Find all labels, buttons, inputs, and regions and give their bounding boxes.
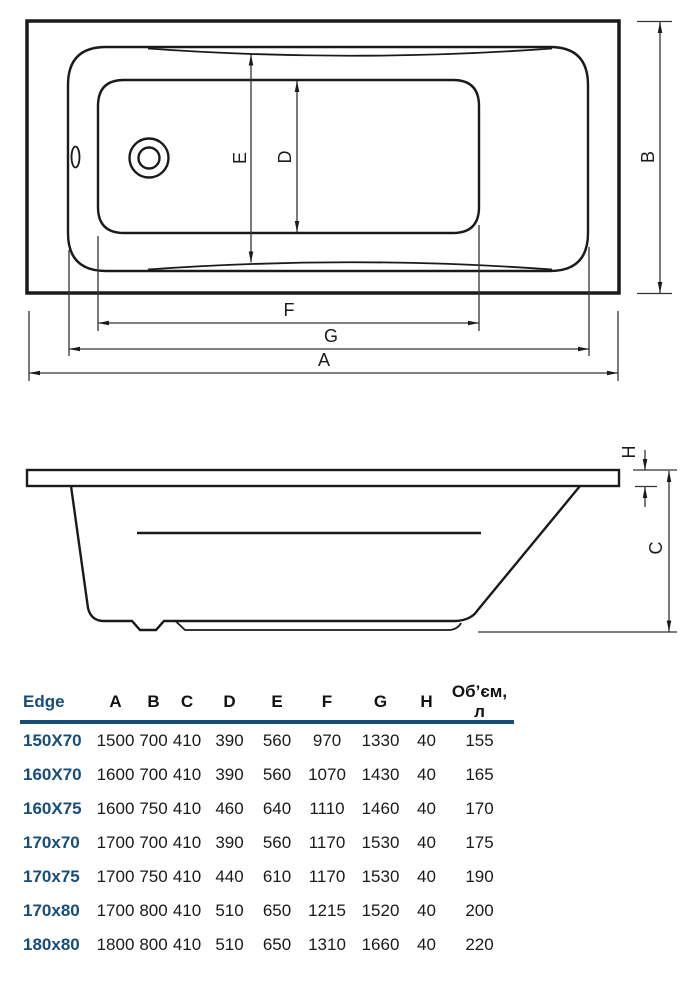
row-label: 170x80 bbox=[23, 901, 80, 920]
table-cell: 560 bbox=[262, 765, 292, 784]
table-cell: 165 bbox=[465, 765, 494, 784]
dim-label-b: B bbox=[638, 150, 658, 164]
table-row bbox=[20, 894, 514, 928]
row-label: 160X75 bbox=[23, 799, 82, 818]
support-edge bbox=[176, 622, 461, 631]
column-header-b: B bbox=[147, 692, 160, 711]
overflow-hole-icon bbox=[72, 147, 80, 168]
table-cell: 750 bbox=[139, 867, 168, 886]
table-cell: 390 bbox=[215, 731, 244, 750]
table-cell: 40 bbox=[417, 731, 436, 750]
table-cell: 510 bbox=[215, 901, 244, 920]
table-cell: 1310 bbox=[308, 935, 346, 954]
table-cell: 970 bbox=[312, 731, 342, 750]
column-header-model: Edge bbox=[23, 692, 65, 711]
table-cell: 750 bbox=[139, 799, 168, 818]
table-cell: 40 bbox=[417, 833, 436, 852]
table-cell: 1170 bbox=[308, 867, 346, 886]
table-row bbox=[20, 826, 514, 860]
table-cell: 40 bbox=[417, 799, 436, 818]
table-cell: 1500 bbox=[96, 731, 135, 750]
column-header-d: D bbox=[223, 692, 236, 711]
table-cell: 1600 bbox=[96, 799, 135, 818]
table-cell: 1170 bbox=[308, 833, 346, 852]
table-cell: 410 bbox=[172, 935, 202, 954]
table-cell: 1460 bbox=[361, 799, 400, 818]
table-row bbox=[20, 724, 514, 758]
column-header-a: A bbox=[109, 692, 122, 711]
table-cell: 1660 bbox=[361, 935, 400, 954]
column-header-h: H bbox=[420, 692, 433, 711]
rim-curve-bottom bbox=[148, 262, 552, 269]
dim-label-f: F bbox=[283, 300, 295, 320]
table-cell: 40 bbox=[417, 901, 436, 920]
table-row bbox=[20, 860, 514, 894]
table-cell: 1600 bbox=[96, 765, 135, 784]
table-cell: 640 bbox=[262, 799, 292, 818]
table-cell: 440 bbox=[215, 867, 244, 886]
row-label: 160X70 bbox=[23, 765, 82, 784]
dim-label-g: G bbox=[323, 326, 339, 346]
table-cell: 1070 bbox=[308, 765, 346, 784]
table-row bbox=[20, 758, 514, 792]
table-cell: 1530 bbox=[361, 867, 400, 886]
table-cell: 190 bbox=[465, 867, 494, 886]
table-cell: 410 bbox=[172, 765, 202, 784]
table-cell: 175 bbox=[465, 833, 494, 852]
table-cell: 1520 bbox=[361, 901, 400, 920]
table-cell: 40 bbox=[417, 765, 436, 784]
table-cell: 410 bbox=[172, 867, 202, 886]
table-cell: 1215 bbox=[308, 901, 346, 920]
side-view-drawing bbox=[27, 450, 677, 632]
table-cell: 1330 bbox=[361, 731, 400, 750]
table-cell: 700 bbox=[139, 731, 168, 750]
table-cell: 410 bbox=[172, 799, 202, 818]
row-label: 170x70 bbox=[23, 833, 80, 852]
table-cell: 460 bbox=[215, 799, 244, 818]
column-header-e: E bbox=[271, 692, 283, 711]
table-cell: 510 bbox=[215, 935, 244, 954]
table-cell: 200 bbox=[465, 901, 494, 920]
top-view-arrowheads bbox=[29, 22, 662, 375]
table-cell: 1530 bbox=[361, 833, 400, 852]
table-cell: 560 bbox=[262, 731, 292, 750]
table-cell: 800 bbox=[139, 901, 168, 920]
table-cell: 650 bbox=[262, 901, 292, 920]
drain-hole-icon bbox=[139, 148, 160, 169]
table-row bbox=[20, 928, 514, 962]
top-view-dimensions bbox=[29, 22, 672, 382]
dim-label-d: D bbox=[275, 150, 295, 164]
table-cell: 1110 bbox=[309, 799, 345, 818]
table-cell: 1700 bbox=[96, 867, 135, 886]
table-cell: 560 bbox=[262, 833, 292, 852]
table-cell: 410 bbox=[172, 901, 202, 920]
rim-slab bbox=[27, 470, 619, 486]
rim-curve-top bbox=[148, 49, 552, 56]
row-label: 180x80 bbox=[23, 935, 80, 954]
table-cell: 390 bbox=[215, 833, 244, 852]
dim-label-a: A bbox=[317, 350, 331, 370]
table-cell: 800 bbox=[139, 935, 168, 954]
table-header-row bbox=[20, 682, 514, 720]
table-body bbox=[20, 724, 514, 962]
column-header-g: G bbox=[373, 692, 388, 711]
column-header-volume: Об’єм, л bbox=[451, 682, 508, 721]
table-cell: 410 bbox=[172, 731, 202, 750]
table-cell: 700 bbox=[139, 833, 168, 852]
table-cell: 610 bbox=[262, 867, 292, 886]
table-row bbox=[20, 792, 514, 826]
dim-label-e: E bbox=[230, 151, 250, 165]
dim-label-c: C bbox=[646, 541, 666, 555]
column-header-c: C bbox=[180, 692, 194, 711]
size-table bbox=[20, 682, 514, 962]
table-cell: 1700 bbox=[96, 901, 135, 920]
top-view-drawing bbox=[27, 21, 672, 381]
table-cell: 40 bbox=[417, 935, 436, 954]
table-cell: 155 bbox=[465, 731, 494, 750]
table-cell: 700 bbox=[139, 765, 168, 784]
table-cell: 1800 bbox=[96, 935, 135, 954]
table-cell: 1700 bbox=[96, 833, 135, 852]
table-cell: 410 bbox=[172, 833, 202, 852]
row-label: 150X70 bbox=[23, 731, 82, 750]
drain-icon bbox=[130, 139, 169, 178]
tub-outer-rim bbox=[27, 21, 619, 293]
table-cell: 390 bbox=[215, 765, 244, 784]
table-cell: 170 bbox=[465, 799, 494, 818]
table-cell: 40 bbox=[417, 867, 436, 886]
dim-label-h: H bbox=[619, 445, 639, 459]
table-cell: 220 bbox=[465, 935, 494, 954]
row-label: 170x75 bbox=[23, 867, 80, 886]
table-cell: 1430 bbox=[361, 765, 400, 784]
table-cell: 650 bbox=[262, 935, 292, 954]
tub-body-outline bbox=[71, 486, 580, 630]
column-header-f: F bbox=[321, 692, 333, 711]
